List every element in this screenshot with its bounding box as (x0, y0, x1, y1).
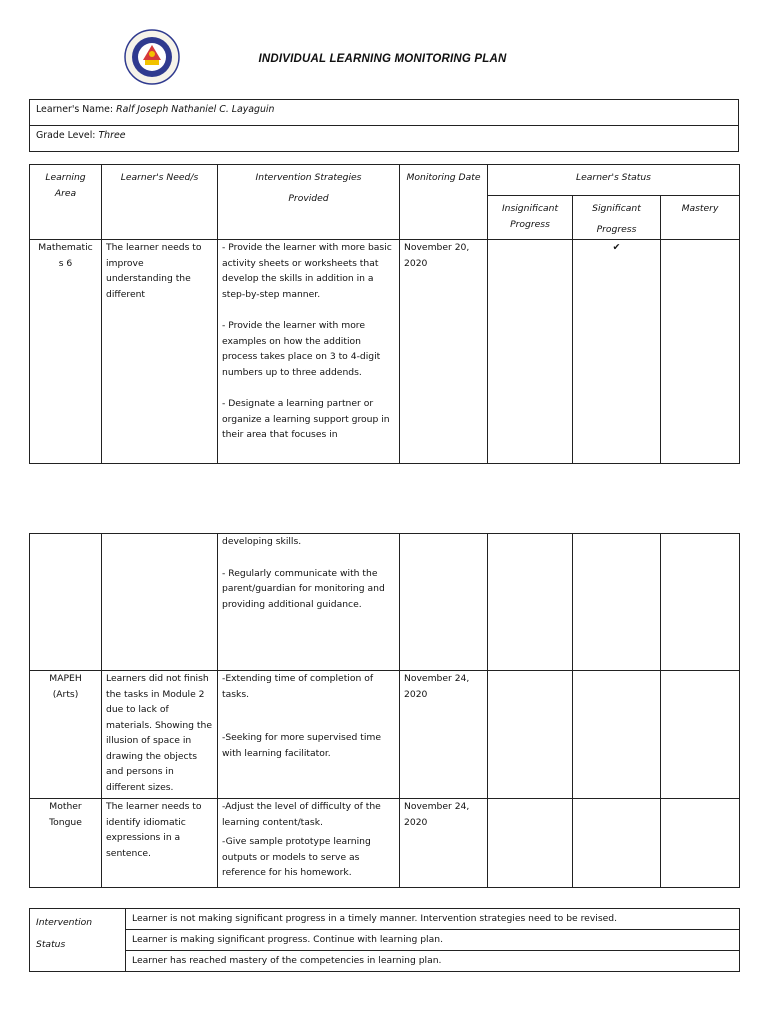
legend-item: Learner is not making significant progress in a timely manner. Intervention strategies need to be revised. (126, 909, 740, 930)
strategies-cell: -Extending time of completion of tasks. -Seeking for more supervised time with learning facilitator. (218, 671, 400, 799)
insignificant-cell (488, 534, 573, 671)
col-learning-area: Learning Area (30, 165, 102, 240)
document-title: INDIVIDUAL LEARNING MONITORING PLAN (258, 53, 507, 65)
monitoring-date-cell: November 20, 2020 (400, 240, 488, 464)
learning-area-cell: Mathematic s 6 (30, 240, 102, 464)
mastery-cell (661, 799, 740, 888)
table-row (30, 534, 740, 671)
significant-cell (573, 799, 661, 888)
needs-cell: The learner needs to identify idiomatic expressions in a sentence. (102, 799, 218, 888)
strategies-cell: - Provide the learner with more basic activity sheets or worksheets that develop the skills in addition in a step-by-step manner. - Provide the learner with more examples on how the addition process takes place on 3 to 4-digit numbers up to three addends. - Designate a learning partner or organize a learning support group in their area that focuses in (218, 240, 400, 464)
learner-name-cell (30, 100, 739, 126)
learner-info-table (29, 99, 739, 152)
monitoring-table-page1 (29, 164, 740, 464)
learner-name-value: Ralf Joseph Nathaniel C. Layaguin (116, 104, 275, 115)
needs-cell: Learners did not finish the tasks in Module 2 due to lack of materials. Showing the illusion of space in drawing the objects and persons in different sizes. (102, 671, 218, 799)
col-intervention-strategies: Intervention Strategies Provided (218, 165, 400, 240)
insignificant-cell (488, 671, 573, 799)
mastery-cell (661, 534, 740, 671)
significant-cell (573, 671, 661, 799)
significant-check: ✔ (573, 240, 661, 464)
insignificant-cell (488, 799, 573, 888)
table-row (30, 671, 740, 799)
mastery-cell (661, 240, 740, 464)
learner-name-label: Learner's Name: (36, 104, 114, 115)
col-learner-needs: Learner's Need/s (102, 165, 218, 240)
mastery-cell (661, 671, 740, 799)
col-monitoring-date: Monitoring Date (400, 165, 488, 240)
monitoring-date-cell: November 24, 2020 (400, 671, 488, 799)
monitoring-table-page2 (29, 533, 740, 888)
col-learner-status: Learner's Status (488, 165, 740, 196)
col-mastery: Mastery (661, 196, 740, 240)
learning-area-cell: MAPEH (Arts) (30, 671, 102, 799)
legend-label: Intervention Status (30, 909, 126, 972)
needs-cell: The learner needs to improve understanding the different (102, 240, 218, 464)
grade-level-label: Grade Level: (36, 130, 96, 141)
needs-cell (102, 534, 218, 671)
significant-cell (573, 534, 661, 671)
table-row (30, 799, 740, 888)
deped-seal-logo (124, 29, 180, 85)
insignificant-cell (488, 240, 573, 464)
strategies-cell: developing skills. - Regularly communicate with the parent/guardian for monitoring and providing additional guidance. (218, 534, 400, 671)
grade-level-value: Three (98, 130, 126, 141)
learning-area-cell (30, 534, 102, 671)
col-insignificant-progress: Insignificant Progress (488, 196, 573, 240)
learning-area-cell: Mother Tongue (30, 799, 102, 888)
legend-item: Learner has reached mastery of the competencies in learning plan. (126, 951, 740, 972)
monitoring-date-cell (400, 534, 488, 671)
monitoring-date-cell: November 24, 2020 (400, 799, 488, 888)
grade-level-cell (30, 126, 739, 152)
intervention-status-legend (29, 908, 740, 972)
col-significant-progress: Significant Progress (573, 196, 661, 240)
table-row (30, 240, 740, 464)
legend-item: Learner is making significant progress. Continue with learning plan. (126, 930, 740, 951)
strategies-cell: -Adjust the level of difficulty of the learning content/task. -Give sample prototype learning outputs or models to serve as reference for his homework. (218, 799, 400, 888)
